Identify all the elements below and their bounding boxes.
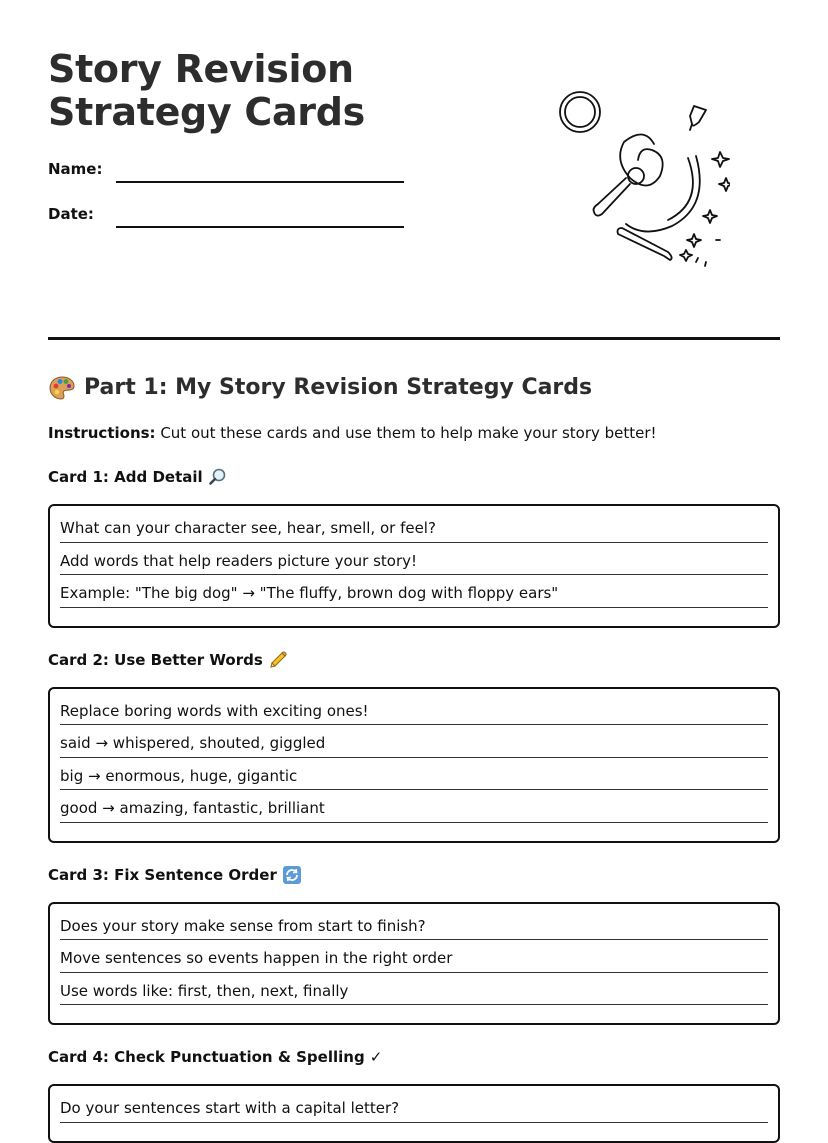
page-title: Story Revision Strategy Cards [48, 47, 365, 134]
card-1-line-1: What can your character see, hear, smell, or feel? [60, 514, 768, 543]
section-divider [48, 337, 780, 340]
revision-tools-illustration [544, 86, 730, 272]
card-2-line-2: said → whispered, shouted, giggled [60, 725, 768, 758]
name-write-line [116, 181, 404, 183]
refresh-icon [282, 865, 302, 885]
palette-icon [48, 374, 76, 402]
pencil-icon [268, 650, 288, 670]
card-3 [48, 902, 780, 1026]
card-4 [48, 1084, 780, 1143]
card-2-heading [48, 650, 780, 670]
name-label: Name: [48, 160, 103, 178]
card-2-line-1: Replace boring words with exciting ones! [60, 697, 768, 726]
card-3-line-3: Use words like: first, then, next, finally [60, 973, 768, 1006]
card-2 [48, 687, 780, 843]
magnifier-icon [208, 467, 228, 487]
checkmark-icon: ✓ [369, 1048, 383, 1066]
card-3-heading [48, 865, 780, 885]
card-1-line-2: Add words that help readers picture your story! [60, 543, 768, 576]
instructions-label: Instructions: [48, 424, 156, 442]
card-1 [48, 504, 780, 628]
card-3-line-2: Move sentences so events happen in the right order [60, 940, 768, 973]
card-3-title: Card 3: Fix Sentence Order [48, 865, 277, 884]
card-2-line-3: big → enormous, huge, gigantic [60, 758, 768, 791]
header [48, 0, 780, 300]
date-write-line [116, 226, 404, 228]
part1-heading [48, 372, 780, 404]
date-label: Date: [48, 205, 94, 223]
instructions-text: Cut out these cards and use them to help make your story better! [155, 424, 657, 442]
card-3-line-1: Does your story make sense from start to finish? [60, 912, 768, 941]
card-4-title: Card 4: Check Punctuation & Spelling [48, 1048, 365, 1066]
card-1-title: Card 1: Add Detail [48, 468, 203, 486]
card-2-title: Card 2: Use Better Words [48, 650, 263, 669]
card-2-line-4: good → amazing, fantastic, brilliant [60, 790, 768, 823]
worksheet-page [48, 0, 780, 1117]
card-1-heading [48, 467, 780, 487]
card-4-line-1: Do your sentences start with a capital letter? [60, 1094, 768, 1123]
card-1-line-3: Example: "The big dog" → "The fluffy, brown dog with floppy ears" [60, 575, 768, 608]
card-4-heading [48, 1047, 780, 1067]
part1-section [48, 372, 780, 1143]
instructions [48, 423, 780, 443]
part1-title: Part 1: My Story Revision Strategy Cards [84, 375, 593, 400]
